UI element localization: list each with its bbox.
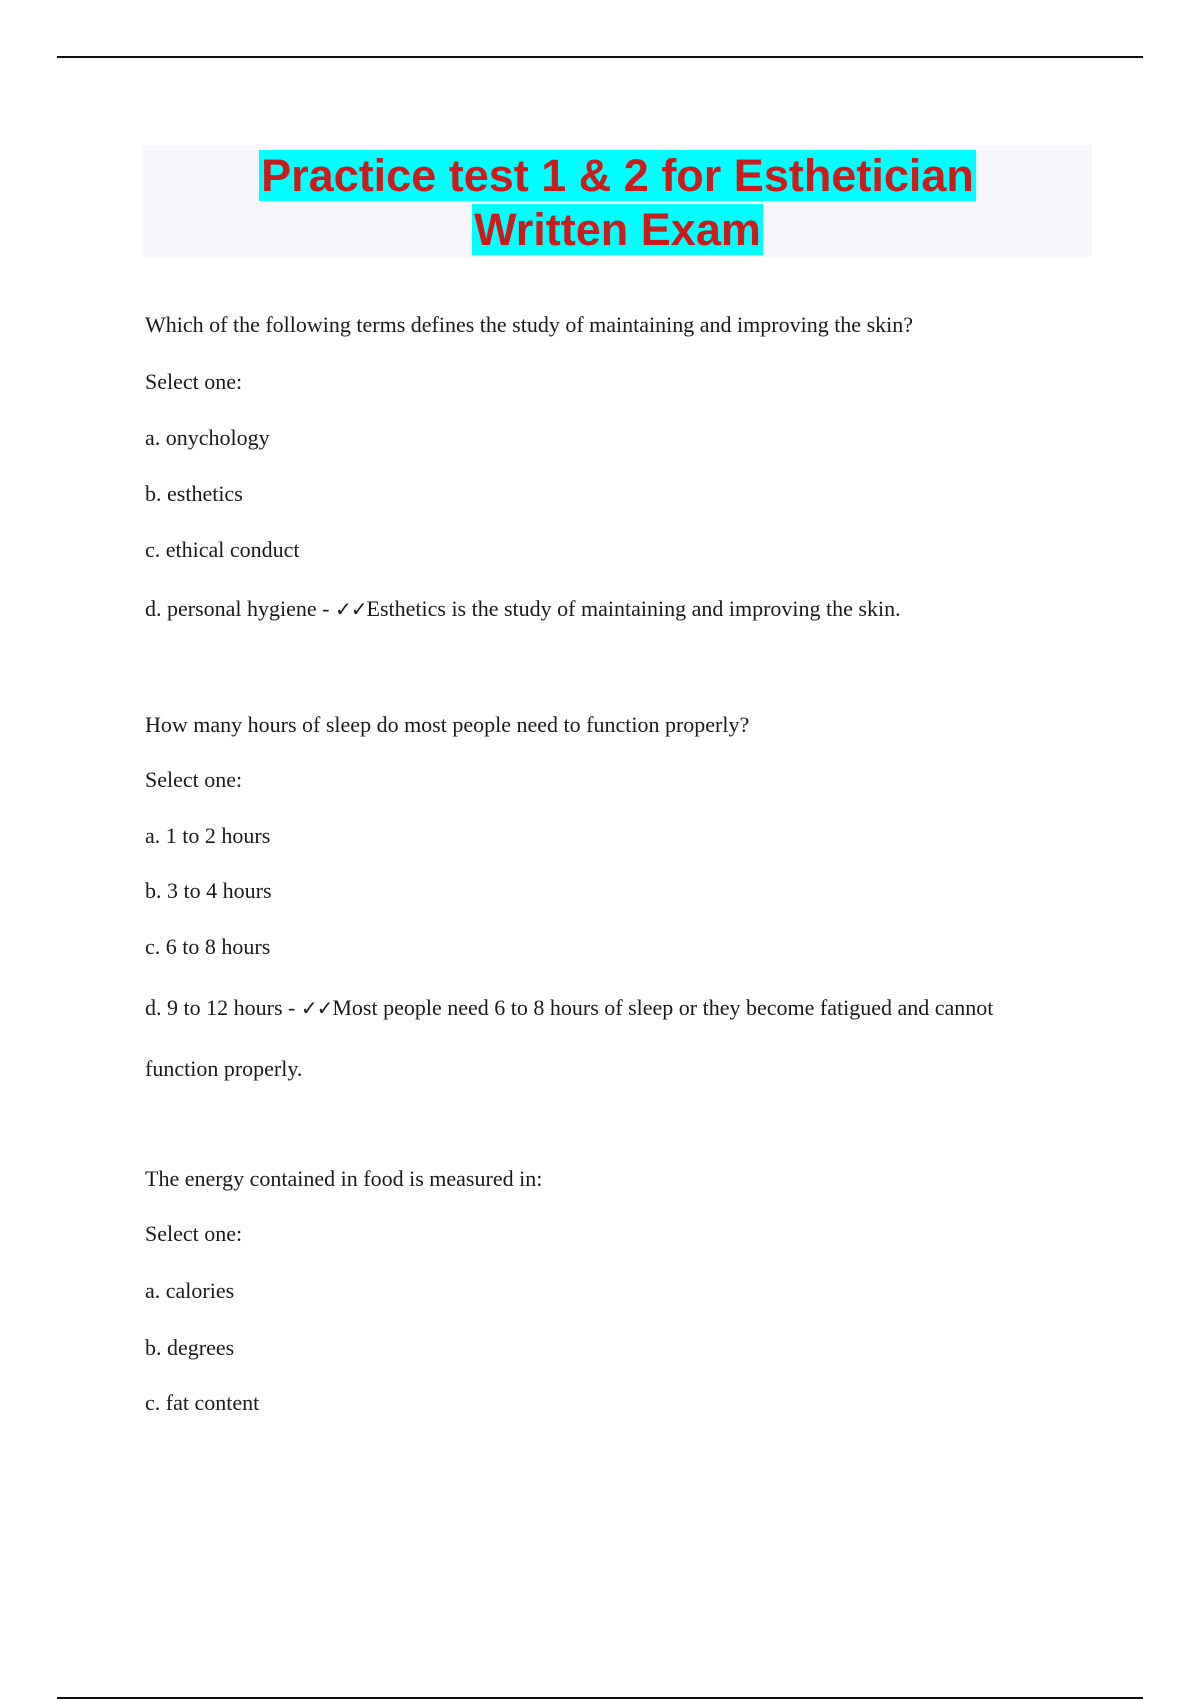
answer-option: b. 3 to 4 hours <box>145 878 272 903</box>
question-text: The energy contained in food is measured in: <box>145 1166 543 1191</box>
answer-explanation: Most people need 6 to 8 hours of sleep or they become fatigued and cannot <box>332 995 994 1020</box>
header-rule <box>57 56 1143 58</box>
select-one-prompt: Select one: <box>145 1221 243 1246</box>
answer-option-with-explanation <box>145 595 1105 623</box>
question-text: How many hours of sleep do most people need to function properly? <box>145 712 750 737</box>
document-title <box>143 145 1092 257</box>
answer-option: a. onychology <box>145 425 270 450</box>
footer-rule <box>57 1697 1143 1699</box>
title-banner <box>143 145 1092 257</box>
answer-option: d. personal hygiene - <box>145 596 335 621</box>
answer-option: c. ethical conduct <box>145 537 300 562</box>
title-line-1: Practice test 1 & 2 for Esthetician <box>261 150 974 201</box>
title-line-2: Written Exam <box>474 204 761 255</box>
double-check-icon: ✓✓ <box>335 597 367 621</box>
answer-option: c. 6 to 8 hours <box>145 934 271 959</box>
answer-option: b. degrees <box>145 1335 235 1360</box>
answer-option: a. calories <box>145 1278 235 1303</box>
answer-explanation: Esthetics is the study of maintaining and improving the skin. <box>366 596 901 621</box>
question-text: Which of the following terms defines the study of maintaining and improving the skin? <box>145 312 914 337</box>
answer-option-with-explanation <box>145 994 1105 1022</box>
select-one-prompt: Select one: <box>145 369 243 394</box>
answer-explanation-continued: function properly. <box>145 1056 303 1081</box>
answer-option: d. 9 to 12 hours - <box>145 995 301 1020</box>
answer-option: a. 1 to 2 hours <box>145 823 271 848</box>
double-check-icon: ✓✓ <box>300 996 333 1020</box>
answer-option: c. fat content <box>145 1390 260 1415</box>
answer-option: b. esthetics <box>145 481 243 506</box>
select-one-prompt: Select one: <box>145 767 243 792</box>
